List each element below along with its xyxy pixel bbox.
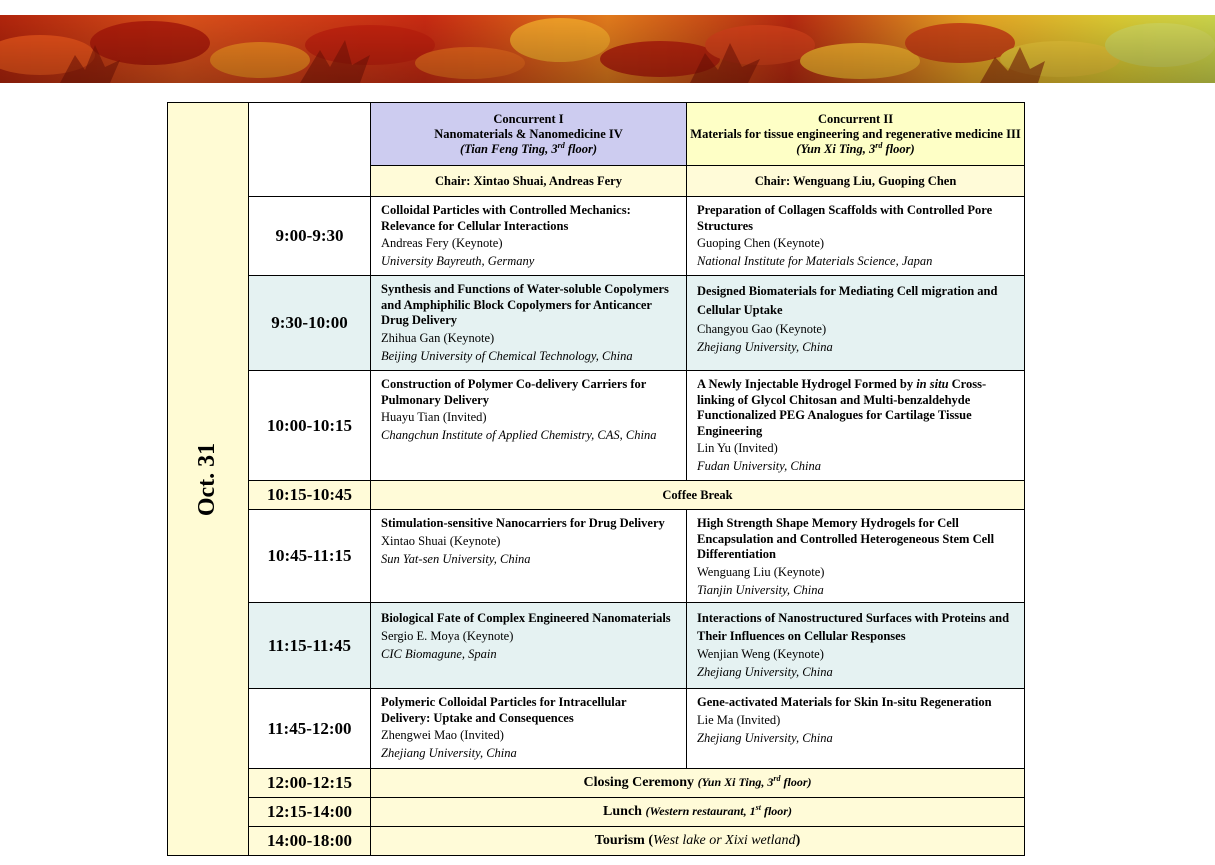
session-row	[168, 371, 1025, 481]
talk-affiliation: Fudan University, China	[697, 459, 821, 473]
break-row	[168, 481, 1025, 510]
talk-title: Preparation of Collagen Scaffolds with Controlled Pore Structures	[697, 203, 993, 233]
talk-speaker: Lie Ma (Invited)	[697, 712, 781, 727]
talk-speaker: Xintao Shuai (Keynote)	[381, 533, 501, 548]
header-row	[168, 103, 1025, 166]
concurrent-2-header	[687, 103, 1025, 166]
date-label: Oct. 31	[194, 442, 221, 516]
talk-title: Construction of Polymer Co-delivery Carriers for Pulmonary Delivery	[381, 377, 647, 407]
talk-title: A Newly Injectable Hydrogel Formed by in situ Cross-linking of Glycol Chitosan and Multi-benzaldehyde Functionalized PEG Analogues for Cartilage Tissue Engineering	[697, 377, 987, 438]
talk-speaker: Sergio E. Moya (Keynote)	[381, 629, 514, 643]
concurrent-1-venue: (Tian Feng Ting, 3rd floor)	[459, 140, 598, 156]
session-row	[168, 510, 1025, 603]
talk-speaker: Guoping Chen (Keynote)	[697, 236, 825, 250]
concurrent-1-title: Concurrent I	[493, 111, 564, 126]
talk-cell	[371, 689, 687, 769]
talk-cell	[371, 603, 687, 689]
time-slot: 9:00-9:30	[249, 197, 371, 276]
talk-affiliation: Tianjin University, China	[697, 582, 824, 597]
talk-affiliation: Zhejiang University, China	[697, 340, 833, 354]
concurrent-1-header	[371, 103, 687, 166]
talk-affiliation: National Institute for Materials Science, Japan	[697, 254, 933, 268]
talk-cell	[687, 510, 1025, 603]
session-row	[168, 603, 1025, 689]
talk-title: Biological Fate of Complex Engineered Nanomaterials	[381, 611, 671, 625]
coffee-break: Coffee Break	[371, 481, 1025, 510]
talk-affiliation: Zhejiang University, China	[381, 746, 517, 760]
talk-cell	[687, 689, 1025, 769]
talk-speaker: Lin Yu (Invited)	[697, 441, 778, 455]
session-row	[168, 689, 1025, 769]
talk-affiliation: Zhejiang University, China	[697, 730, 833, 745]
time-slot: 11:15-11:45	[249, 603, 371, 689]
closing-ceremony: Closing Ceremony (Yun Xi Ting, 3rd floor)	[371, 769, 1025, 798]
talk-affiliation: University Bayreuth, Germany	[381, 254, 535, 268]
concurrent-2-subtitle: Materials for tissue engineering and regenerative medicine III	[690, 126, 1021, 141]
concurrent-2-title: Concurrent II	[817, 111, 894, 126]
talk-affiliation: Sun Yat-sen University, China	[381, 551, 531, 566]
talk-speaker: Changyou Gao (Keynote)	[697, 322, 827, 336]
time-slot: 12:00-12:15	[249, 769, 371, 798]
talk-title: Polymeric Colloidal Particles for Intracellular Delivery: Uptake and Consequences	[381, 695, 627, 725]
session-row	[168, 197, 1025, 276]
event-row	[168, 798, 1025, 827]
talk-speaker: Wenjian Weng (Keynote)	[697, 647, 824, 661]
time-slot: 11:45-12:00	[249, 689, 371, 769]
talk-speaker: Huayu Tian (Invited)	[381, 410, 487, 424]
session-row	[168, 276, 1025, 371]
event-row	[168, 827, 1025, 856]
talk-affiliation: CIC Biomagune, Spain	[381, 647, 497, 661]
time-header-blank	[249, 103, 371, 197]
talk-cell	[371, 197, 687, 276]
talk-cell	[371, 371, 687, 481]
date-cell	[168, 103, 249, 856]
time-slot: 10:00-10:15	[249, 371, 371, 481]
lunch: Lunch (Western restaurant, 1st floor)	[371, 798, 1025, 827]
chair-1: Chair: Xintao Shuai, Andreas Fery	[371, 166, 687, 197]
time-slot: 10:45-11:15	[249, 510, 371, 603]
time-slot: 10:15-10:45	[249, 481, 371, 510]
talk-cell	[687, 371, 1025, 481]
talk-cell	[687, 276, 1025, 371]
talk-title: Stimulation-sensitive Nanocarriers for Drug Delivery	[381, 516, 665, 530]
talk-speaker: Andreas Fery (Keynote)	[381, 236, 503, 250]
talk-cell	[371, 510, 687, 603]
talk-affiliation: Beijing University of Chemical Technology, China	[381, 348, 633, 363]
talk-speaker: Zhengwei Mao (Invited)	[381, 728, 504, 742]
tourism: Tourism (West lake or Xixi wetland)	[371, 827, 1025, 856]
talk-title: Designed Biomaterials for Mediating Cell migration and Cellular Uptake	[697, 284, 998, 317]
talk-title: High Strength Shape Memory Hydrogels for Cell Encapsulation and Controlled Heterogeneous Stem Cell Differentiation	[697, 516, 995, 561]
talk-title: Synthesis and Functions of Water-soluble Copolymers and Amphiphilic Block Copolymers for Anticancer Drug Delivery	[381, 282, 669, 327]
talk-speaker: Wenguang Liu (Keynote)	[697, 564, 825, 579]
maple-leaves-image	[0, 15, 1215, 83]
talk-affiliation: Changchun Institute of Applied Chemistry, CAS, China	[381, 428, 657, 442]
time-slot: 9:30-10:00	[249, 276, 371, 371]
time-slot: 14:00-18:00	[249, 827, 371, 856]
concurrent-1-subtitle: Nanomaterials & Nanomedicine IV	[434, 126, 623, 141]
schedule-table	[167, 102, 1025, 856]
maple-leaves-banner	[0, 15, 1215, 83]
talk-cell	[687, 603, 1025, 689]
talk-speaker: Zhihua Gan (Keynote)	[381, 330, 495, 345]
talk-title: Gene-activated Materials for Skin In-situ Regeneration	[697, 695, 992, 709]
time-slot: 12:15-14:00	[249, 798, 371, 827]
talk-affiliation: Zhejiang University, China	[697, 665, 833, 679]
chair-2: Chair: Wenguang Liu, Guoping Chen	[687, 166, 1025, 197]
event-row	[168, 769, 1025, 798]
concurrent-2-venue: (Yun Xi Ting, 3rd floor)	[796, 140, 915, 156]
talk-title: Interactions of Nanostructured Surfaces with Proteins and Their Influences on Cellular Responses	[697, 611, 1010, 643]
talk-cell	[687, 197, 1025, 276]
talk-cell	[371, 276, 687, 371]
talk-title: Colloidal Particles with Controlled Mechanics: Relevance for Cellular Interactions	[381, 203, 631, 233]
